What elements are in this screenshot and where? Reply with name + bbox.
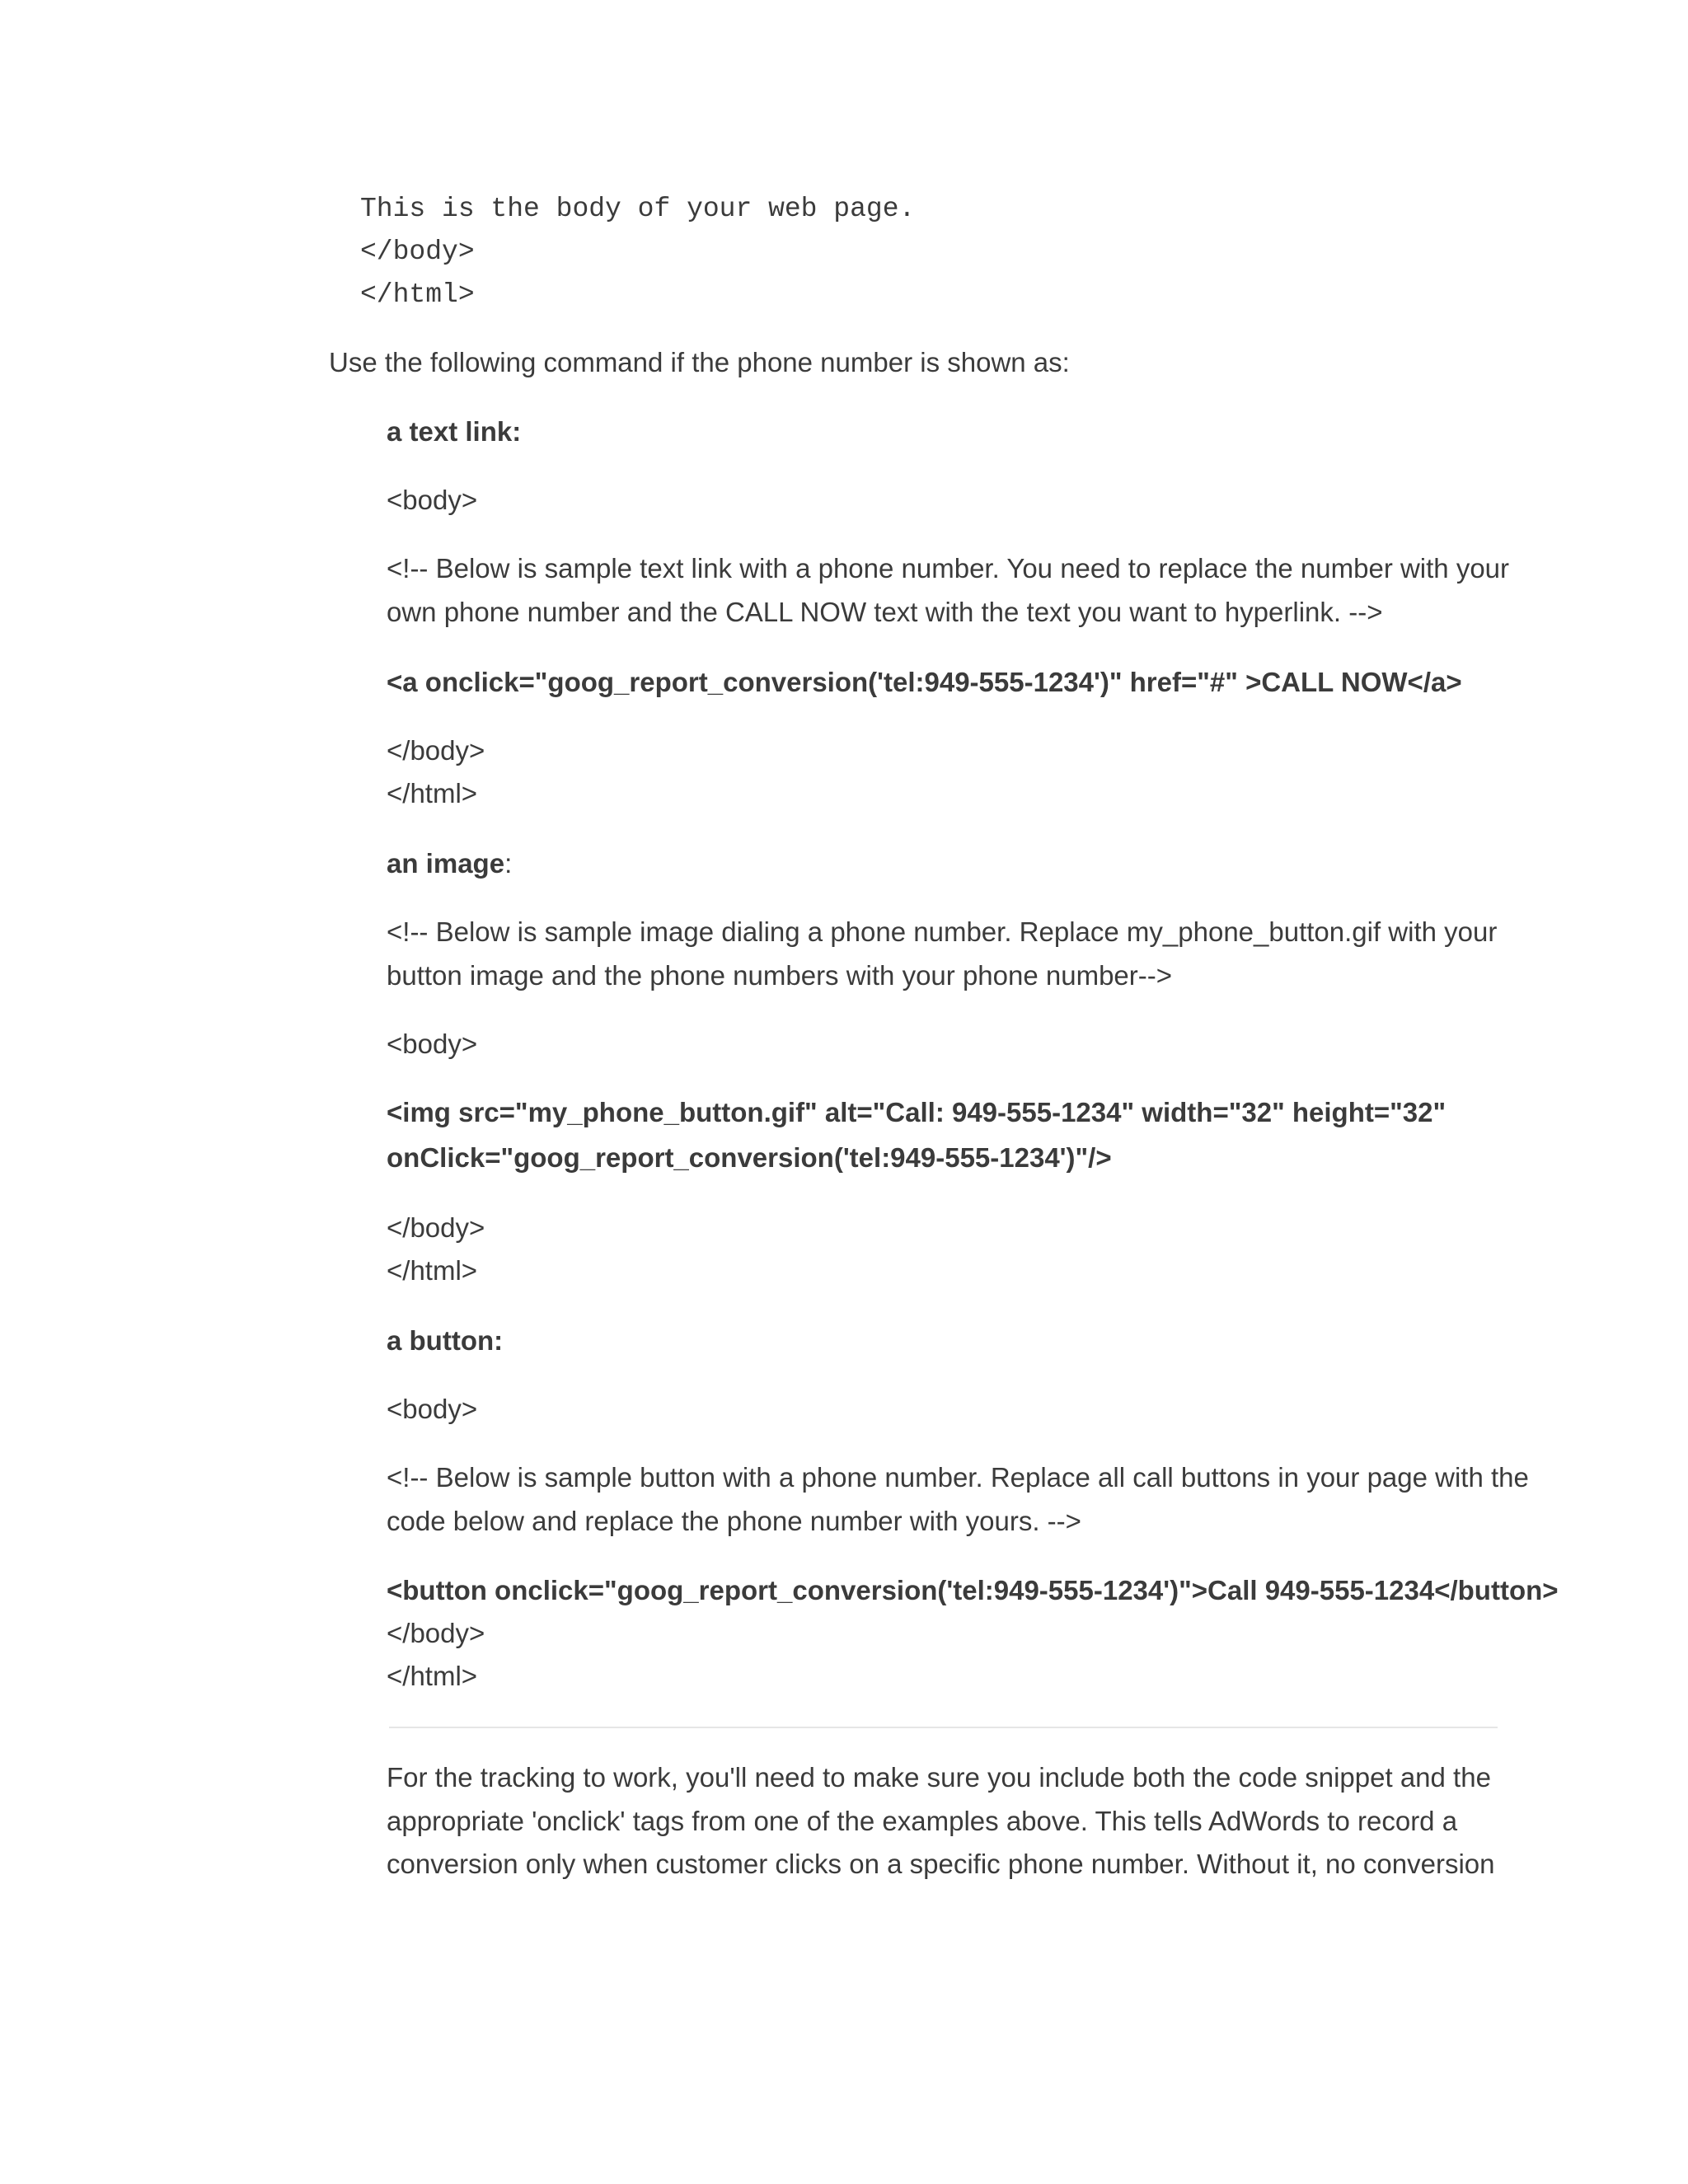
- section-heading-image-label: an image: [387, 848, 505, 879]
- comment-line: <!-- Below is sample image dialing a phone number. Replace my_phone_button.gif with your: [387, 916, 1498, 947]
- code-snippet-button: <button onclick="goog_report_conversion('tel:949-555-1234')">Call 949-555-1234</button>: [387, 1575, 1559, 1605]
- comment-line: code below and replace the phone number with yours. -->: [387, 1506, 1081, 1536]
- body-close-tag: </body>: [387, 1212, 485, 1243]
- code-snippet-text-link: <a onclick="goog_report_conversion('tel:949-555-1234')" href="#" >CALL NOW</a>: [387, 667, 1462, 697]
- html-close-tag: </html>: [387, 778, 478, 808]
- section-heading-text-link: a text link:: [387, 416, 522, 447]
- comment-line: <!-- Below is sample text link with a phone number. You need to replace the number with your: [387, 553, 1510, 583]
- footer-paragraph-line: For the tracking to work, you'll need to make sure you include both the code snippet and the: [387, 1762, 1491, 1793]
- comment-line: button image and the phone numbers with your phone number-->: [387, 960, 1173, 991]
- code-line: </body>: [360, 237, 475, 267]
- body-open-tag: <body>: [387, 1394, 478, 1424]
- footer-paragraph-line: conversion only when customer clicks on a specific phone number. Without it, no conversion: [387, 1849, 1495, 1879]
- body-close-tag: </body>: [387, 735, 485, 766]
- html-close-tag: </html>: [387, 1255, 478, 1286]
- comment-line: own phone number and the CALL NOW text with the text you want to hyperlink. -->: [387, 597, 1383, 627]
- code-line: </html>: [360, 279, 475, 310]
- body-close-tag: </body>: [387, 1618, 485, 1648]
- body-open-tag: <body>: [387, 1029, 478, 1059]
- code-snippet-image: <img src="my_phone_button.gif" alt="Call: 949-555-1234" width="32" height="32": [387, 1097, 1447, 1127]
- code-snippet-image: onClick="goog_report_conversion('tel:949-555-1234')"/>: [387, 1142, 1112, 1173]
- footer-paragraph-line: appropriate 'onclick' tags from one of the examples above. This tells AdWords to record a: [387, 1806, 1458, 1836]
- html-close-tag: </html>: [387, 1661, 478, 1691]
- section-heading-button: a button:: [387, 1325, 504, 1356]
- comment-line: <!-- Below is sample button with a phone number. Replace all call buttons in your page with the: [387, 1462, 1529, 1493]
- section-heading-image-colon: :: [504, 848, 513, 879]
- horizontal-divider: [389, 1727, 1498, 1728]
- body-open-tag: <body>: [387, 485, 478, 515]
- section-heading-image: [387, 847, 512, 880]
- intro-paragraph: Use the following command if the phone number is shown as:: [329, 347, 1070, 377]
- code-line: This is the body of your web page.: [360, 194, 916, 224]
